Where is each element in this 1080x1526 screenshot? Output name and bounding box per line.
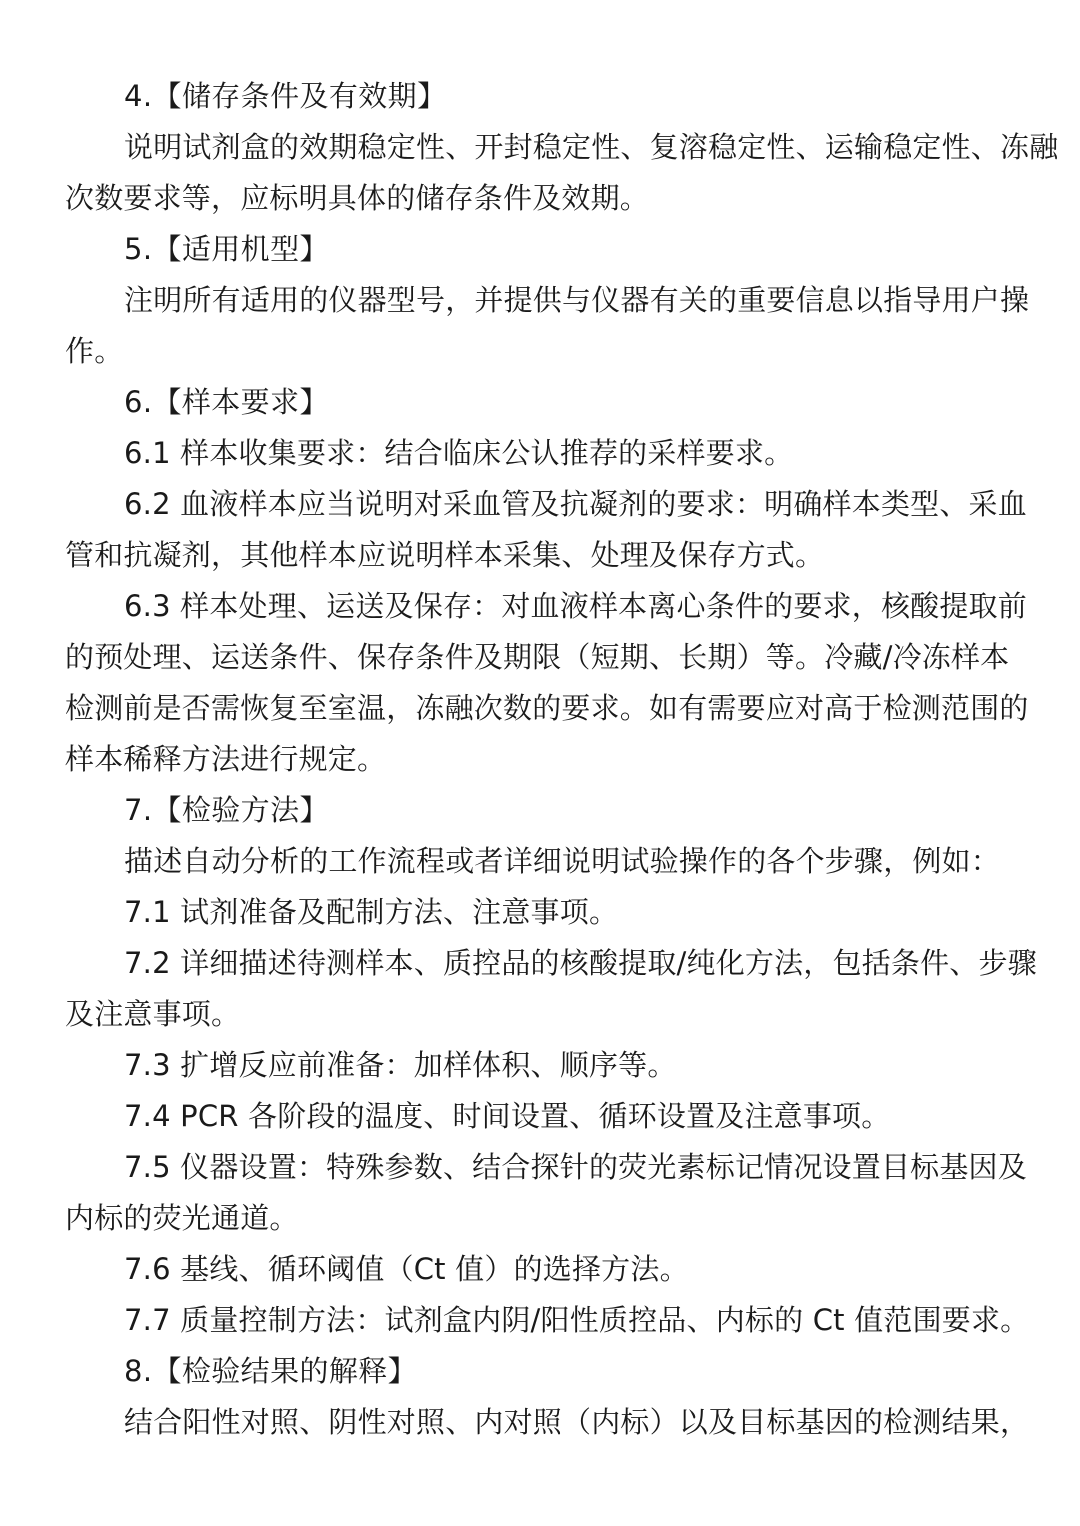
paragraph-line: 及注意事项。 [65,997,241,1031]
section-heading-result-interpretation: 8.【检验结果的解释】 [124,1354,418,1388]
paragraph-line: 7.1 试剂准备及配制方法、注意事项。 [124,895,619,929]
paragraph-line: 样本稀释方法进行规定。 [65,742,387,776]
paragraph-line: 7.2 详细描述待测样本、质控品的核酸提取/纯化方法，包括条件、步骤 [124,946,1037,980]
section-heading-sample-requirements: 6.【样本要求】 [124,385,329,419]
section-heading-storage: 4.【储存条件及有效期】 [124,79,447,113]
paragraph-line: 6.3 样本处理、运送及保存：对血液样本离心条件的要求，核酸提取前 [124,589,1027,623]
paragraph-line: 7.6 基线、循环阈值（Ct 值）的选择方法。 [124,1252,689,1286]
paragraph-line: 注明所有适用的仪器型号，并提供与仪器有关的重要信息以指导用户操 [124,283,1030,317]
paragraph-line: 的预处理、运送条件、保存条件及期限（短期、长期）等。冷藏/冷冻样本 [65,640,1010,674]
paragraph-line: 7.3 扩增反应前准备：加样体积、顺序等。 [124,1048,677,1082]
section-heading-instruments: 5.【适用机型】 [124,232,329,266]
paragraph-line: 6.1 样本收集要求：结合临床公认推荐的采样要求。 [124,436,794,470]
paragraph-line: 6.2 血液样本应当说明对采血管及抗凝剂的要求：明确样本类型、采血 [124,487,1027,521]
paragraph-line: 7.5 仪器设置：特殊参数、结合探针的荧光素标记情况设置目标基因及 [124,1150,1027,1184]
paragraph-line: 管和抗凝剂，其他样本应说明样本采集、处理及保存方式。 [65,538,825,572]
paragraph-line: 7.7 质量控制方法：试剂盒内阴/阳性质控品、内标的 Ct 值范围要求。 [124,1303,1030,1337]
paragraph-line: 次数要求等，应标明具体的储存条件及效期。 [65,181,650,215]
section-heading-test-method: 7.【检验方法】 [124,793,329,827]
paragraph-line: 结合阳性对照、阴性对照、内对照（内标）以及目标基因的检测结果， [124,1405,1030,1439]
paragraph-line: 7.4 PCR 各阶段的温度、时间设置、循环设置及注意事项。 [124,1099,891,1133]
paragraph-line: 作。 [65,334,124,368]
paragraph-line: 内标的荧光通道。 [65,1201,299,1235]
paragraph-line: 检测前是否需恢复至室温，冻融次数的要求。如有需要应对高于检测范围的 [65,691,1029,725]
paragraph-line: 说明试剂盒的效期稳定性、开封稳定性、复溶稳定性、运输稳定性、冻融 [124,130,1059,164]
paragraph-line: 描述自动分析的工作流程或者详细说明试验操作的各个步骤，例如： [124,844,1001,878]
